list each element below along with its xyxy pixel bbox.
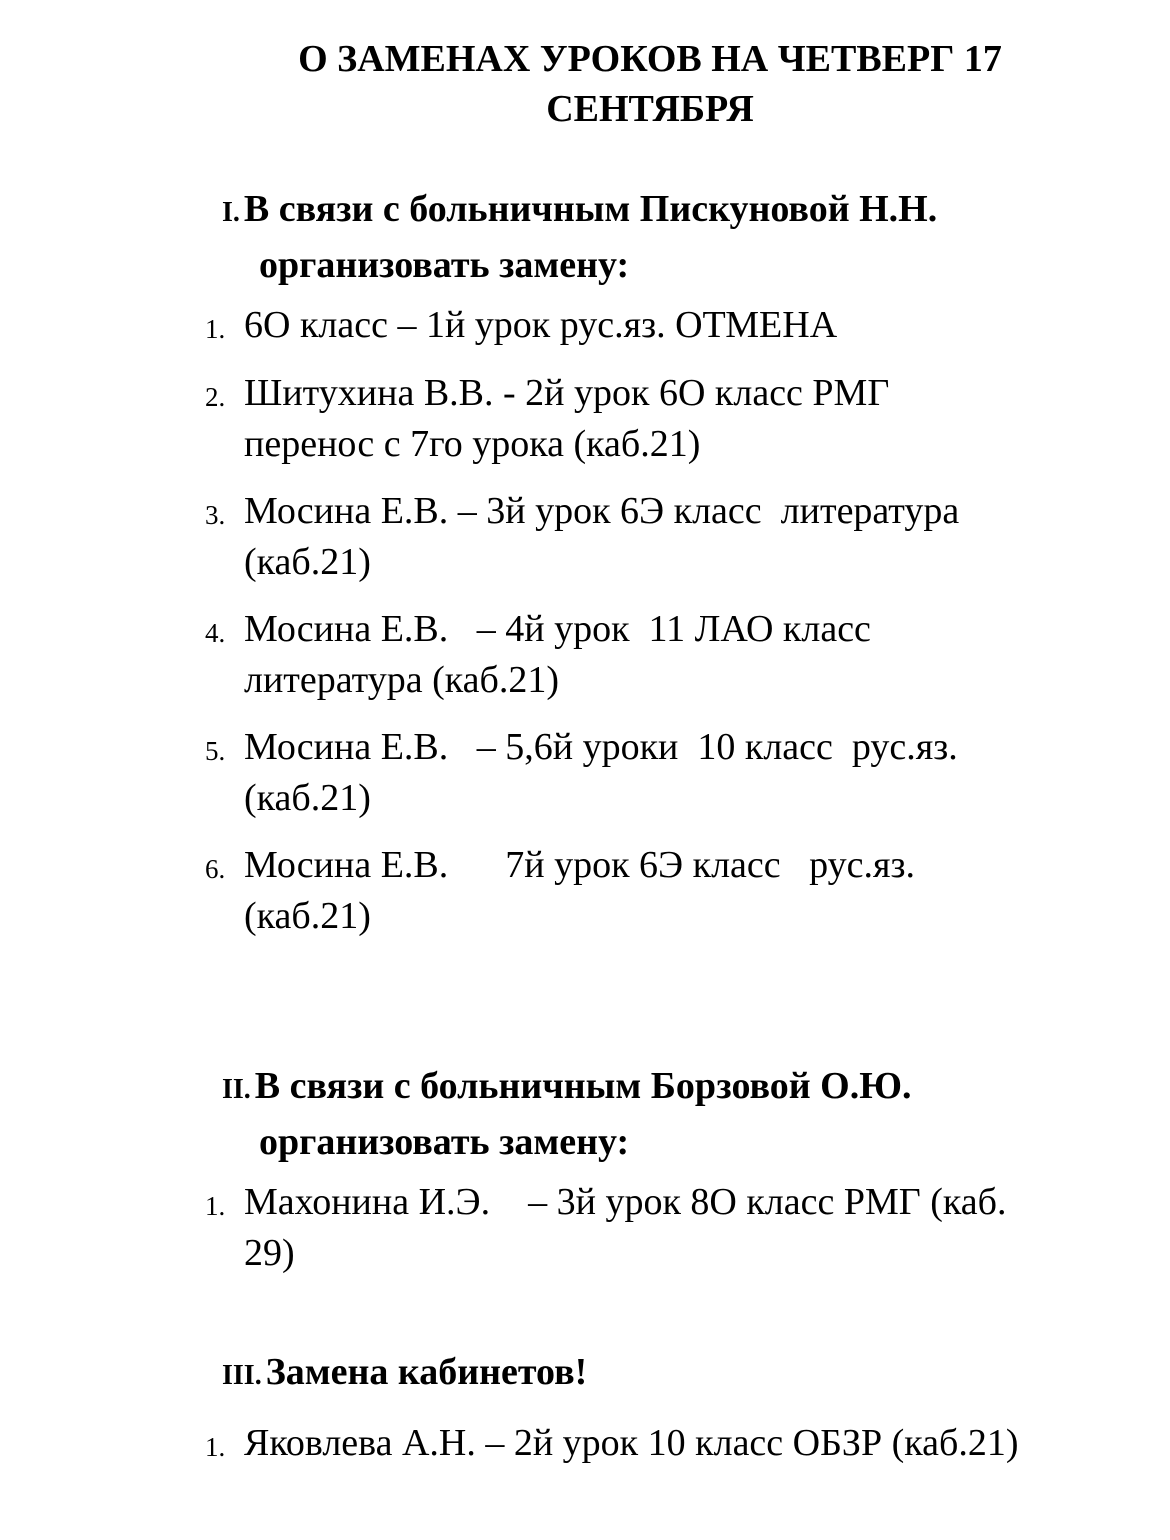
section-2-numeral: II.	[222, 1074, 251, 1105]
section-3-heading	[222, 1346, 587, 1402]
item-number: 2.	[205, 382, 226, 412]
section-1-heading-line-1: В связи с больничным Пискуновой Н.Н.	[243, 188, 938, 230]
section-2-heading-line-2: организовать замену:	[259, 1121, 630, 1163]
list-item	[205, 368, 1105, 470]
item-number: 4.	[205, 618, 226, 648]
section-2-heading	[222, 1060, 912, 1168]
list-item	[205, 604, 1105, 706]
title-line-1: О ЗАМЕНАХ УРОКОВ НА ЧЕТВЕРГ 17	[298, 38, 1002, 80]
section-2-heading-line-1: В связи с больничным Борзовой О.Ю.	[254, 1065, 912, 1107]
section-1-heading-line-2: организовать замену:	[259, 244, 630, 286]
item-text: Мосина Е.В. – 4й урок 11 ЛАО класс литература (каб.21)	[244, 608, 871, 701]
item-number: 1.	[205, 1432, 226, 1462]
document-title	[130, 34, 1170, 134]
item-text: Мосина Е.В. – 3й урок 6Э класс литература (каб.21)	[244, 490, 960, 583]
item-number: 3.	[205, 500, 226, 530]
item-text: Махонина И.Э. – 3й урок 8О класс РМГ (каб. 29)	[244, 1181, 1007, 1274]
item-text: Яковлева А.Н. – 2й урок 10 класс ОБЗР (каб.21)	[244, 1422, 1019, 1464]
list-item	[205, 722, 1105, 824]
list-item	[205, 1418, 1105, 1469]
title-line-2: СЕНТЯБРЯ	[546, 88, 754, 130]
item-text: 6О класс – 1й урок рус.яз. ОТМЕНА	[244, 304, 838, 346]
section-1-numeral: I.	[222, 197, 240, 228]
section-3-numeral: III.	[222, 1360, 262, 1391]
item-number: 5.	[205, 736, 226, 766]
list-item	[205, 1177, 1105, 1279]
item-text: Мосина Е.В. 7й урок 6Э класс рус.яз. (каб.21)	[244, 844, 916, 937]
list-item	[205, 300, 1105, 351]
section-1-heading	[222, 183, 937, 291]
list-item	[205, 486, 1105, 588]
list-item	[205, 840, 1105, 942]
item-number: 6.	[205, 854, 226, 884]
item-text: Мосина Е.В. – 5,6й уроки 10 класс рус.яз. (каб.21)	[244, 726, 958, 819]
item-number: 1.	[205, 1191, 226, 1221]
item-number: 1.	[205, 314, 226, 344]
section-3-heading-line-1: Замена кабинетов!	[265, 1351, 588, 1393]
item-text: Шитухина В.В. - 2й урок 6О класс РМГ перенос с 7го урока (каб.21)	[244, 372, 890, 465]
